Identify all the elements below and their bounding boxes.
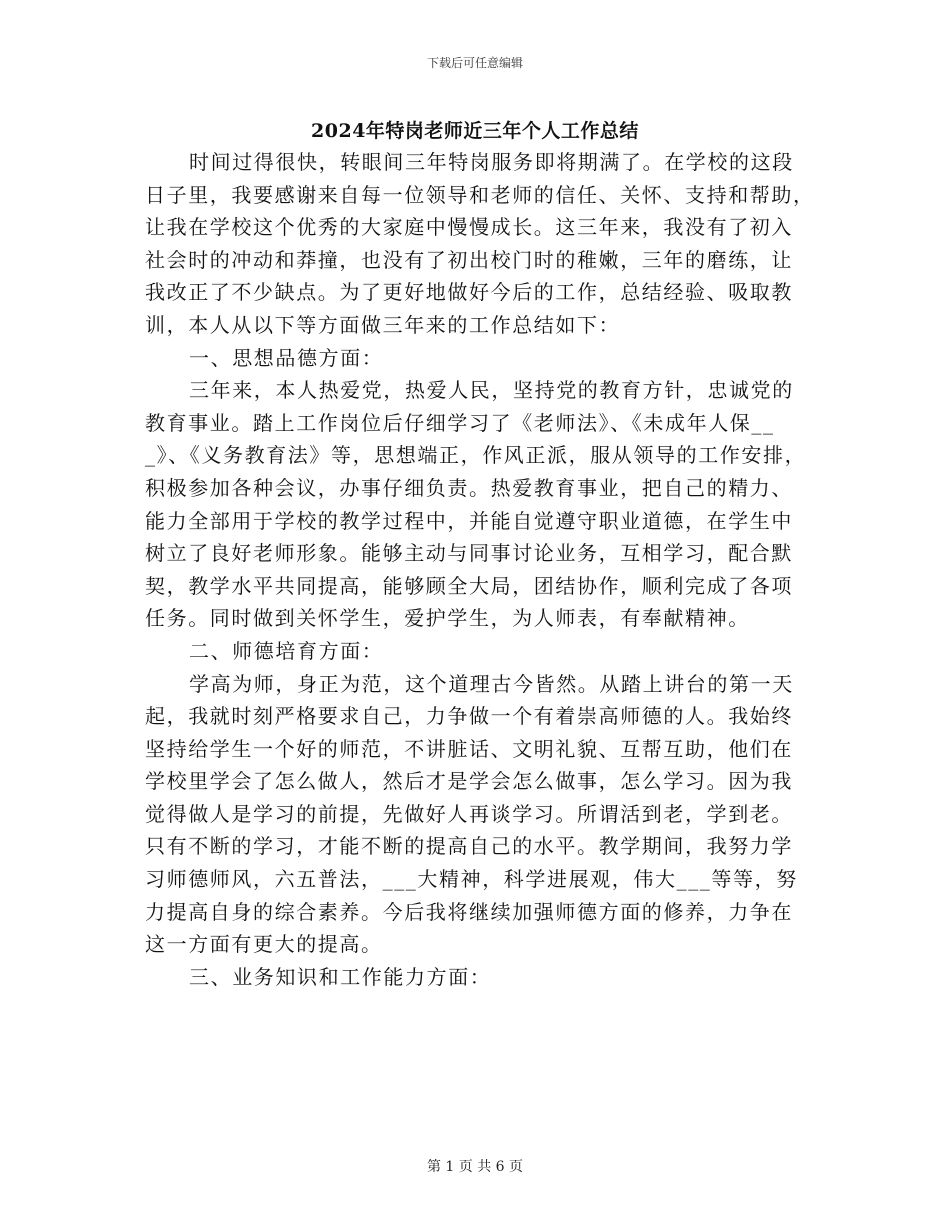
document-title: 2024年特岗老师近三年个人工作总结 [311,120,639,142]
text-line: 二、师德培育方面： [189,638,384,663]
text-line: 三、业务知识和工作能力方面： [189,964,492,989]
text-line: 习师德师风，六五普法，___大精神，科学进展观，伟大___等等，努 [145,867,798,892]
text-line: 积极参加各种会议，办事仔细负责。热爱教育事业，把自己的精力、 [145,475,793,500]
text-line: 树立了良好老师形象。能够主动与同事讨论业务，互相学习，配合默 [145,541,793,566]
text-line: 日子里，我要感谢来自每一位领导和老师的信任、关怀、支持和帮助， [145,182,815,207]
text-line: 起，我就时刻严格要求自己，力争做一个有着崇高师德的人。我始终 [145,704,793,729]
document-body [145,146,815,993]
text-line: 任务。同时做到关怀学生，爱护学生，为人师表，有奉献精神。 [145,606,750,631]
text-line: _》、《义务教育法》等，思想端正，作风正派，服从领导的工作安排， [145,443,807,468]
text-line: 一、思想品德方面： [189,345,384,370]
text-line: 教育事业。踏上工作岗位后仔细学习了《老师法》、《未成年人保__ [145,410,775,435]
text-line: 契，教学水平共同提高，能够顾全大局，团结协作，顺利完成了各项 [145,573,793,598]
text-line: 训，本人从以下等方面做三年来的工作总结如下： [145,312,621,337]
text-line: 三年来，本人热爱党，热爱人民，坚持党的教育方针，忠诚党的 [189,378,794,403]
text-line: 觉得做人是学习的前提，先做好人再谈学习。所谓活到老，学到老。 [145,801,793,826]
text-line: 力提高自身的综合素养。今后我将继续加强师德方面的修养，力争在 [145,899,793,924]
header-note: 下载后可任意编辑 [426,56,523,70]
text-line: 学高为师，身正为范，这个道理古今皆然。从踏上讲台的第一天 [189,671,794,696]
text-line: 社会时的冲动和莽撞，也没有了初出校门时的稚嫩，三年的磨练，让 [145,247,793,272]
text-line: 只有不断的学习，才能不断的提高自己的水平。教学期间，我努力学 [145,834,793,859]
page-footer: 第 1 页 共 6 页 [426,1159,524,1175]
text-line: 学校里学会了怎么做人，然后才是学会怎么做事，怎么学习。因为我 [145,769,793,794]
text-line: 这一方面有更大的提高。 [145,932,383,957]
text-line: 我改正了不少缺点。为了更好地做好今后的工作，总结经验、吸取教 [145,280,793,305]
text-line: 时间过得很快，转眼间三年特岗服务即将期满了。在学校的这段 [189,150,794,174]
text-line: 让我在学校这个优秀的大家庭中慢慢成长。这三年来，我没有了初入 [145,215,793,240]
text-line: 能力全部用于学校的教学过程中，并能自觉遵守职业道德，在学生中 [145,508,793,533]
text-line: 坚持给学生一个好的师范，不讲脏话、文明礼貌、互帮互助，他们在 [145,736,793,761]
